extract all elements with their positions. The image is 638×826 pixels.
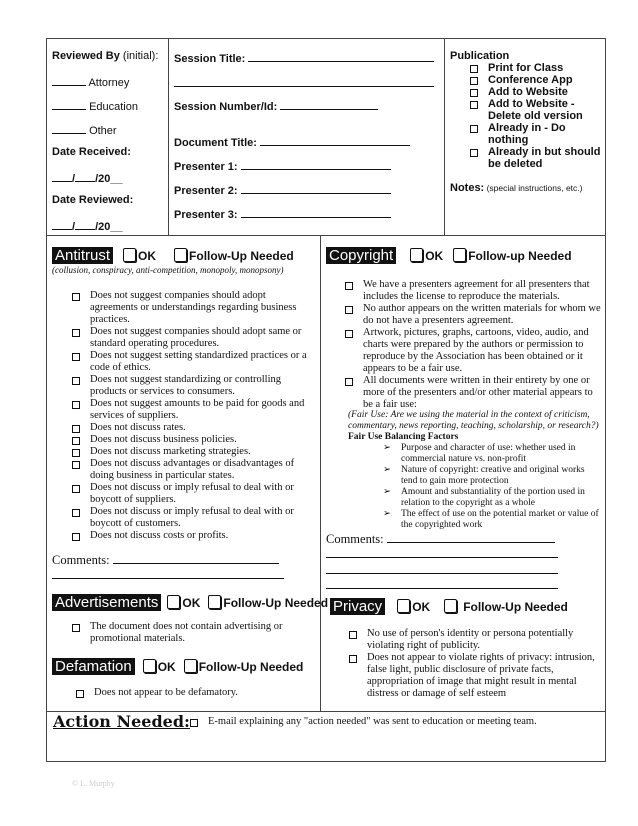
arrow-bullet-icon: ➢ — [383, 443, 391, 453]
session-title-field[interactable]: Session Title: — [174, 50, 434, 65]
privacy-item[interactable]: Does not appear to violate rights of privacy: intrusion, false light, public disclosure of private facts, appropriation of image that might result in mental distress or damage of self esteem — [349, 652, 601, 700]
antitrust-item[interactable]: Does not suggest setting standardized practices or a code of ethics. — [72, 350, 310, 374]
copyright-item[interactable]: All documents were written in their entirety by one or more of the presenters and/or other material appears to be a fair use: — [345, 375, 603, 411]
divider — [168, 38, 169, 235]
privacy-item[interactable]: No use of person's identity or persona potentially violating right of publicity. — [349, 628, 601, 652]
antitrust-item[interactable]: Does not discuss or imply refusal to deal with or boycott of customers. — [72, 506, 310, 530]
date-received-field[interactable]: / /20__ — [52, 170, 123, 185]
privacy-title: Privacy — [330, 598, 385, 615]
antitrust-followup-checkbox[interactable]: Follow-Up Needed — [174, 249, 294, 263]
date-reviewed-label: Date Reviewed: — [52, 194, 134, 206]
education-checkline[interactable]: Education — [52, 98, 138, 113]
antitrust-item[interactable]: Does not suggest companies should adopt same or standard operating procedures. — [72, 326, 310, 350]
arrow-bullet-icon: ➢ — [383, 465, 391, 475]
publication-options — [468, 62, 602, 170]
session-title-line2[interactable] — [174, 74, 434, 92]
pub-option-conference-app[interactable]: Conference App — [468, 74, 602, 86]
date-received-label: Date Received: — [52, 146, 131, 158]
publication-label: Publication — [450, 50, 510, 62]
antitrust-subtitle: (collusion, conspiracy, anti-competition, monopoly, monopsony) — [52, 265, 284, 275]
attorney-checkline[interactable]: Attorney — [52, 74, 129, 89]
antitrust-item[interactable]: Does not discuss or imply refusal to deal with or boycott of suppliers. — [72, 482, 310, 506]
copyright-followup-checkbox[interactable]: Follow-up Needed — [453, 249, 571, 263]
action-needed-item[interactable]: E-mail explaining any "action needed" was sent to education or meeting team. — [190, 716, 600, 728]
advertisements-ok-checkbox[interactable]: OK — [167, 596, 200, 610]
copyright-heading — [326, 247, 572, 265]
privacy-heading — [330, 598, 568, 616]
antitrust-item[interactable]: Does not suggest standardizing or controlling products or services to consumers. — [72, 374, 310, 398]
fair-use-factor: ➢ Purpose and character of use: whether used in commercial nature vs. non-profit — [383, 443, 576, 464]
copyright-item[interactable]: We have a presenters agreement for all presenters that includes the license to reproduce the materials. — [345, 279, 603, 303]
antitrust-item[interactable]: Does not discuss costs or profits. — [72, 530, 310, 542]
pub-option-print[interactable]: Print for Class — [468, 62, 602, 74]
reviewed-by-label: Reviewed By (initial): — [52, 50, 159, 62]
pub-option-delete[interactable]: Already in but should be deleted — [468, 146, 602, 170]
advertisements-item[interactable]: The document does not contain advertising or promotional materials. — [72, 621, 310, 645]
presenter3-field[interactable]: Presenter 3: — [174, 206, 391, 221]
divider — [320, 235, 321, 711]
copyright-ok-checkbox[interactable]: OK — [410, 249, 443, 263]
pub-option-add-website[interactable]: Add to Website — [468, 86, 602, 98]
fair-use-factor: ➢ Amount and substantiality of the portion used in relation to the copyright as a whole — [383, 487, 585, 508]
copyright-item[interactable]: Artwork, pictures, graphs, cartoons, video, audio, and charts were prepared by the authors or permission to reproduce by the Association has been obtained or it appears to be a fair use. — [345, 327, 603, 375]
session-number-field[interactable]: Session Number/Id: — [174, 98, 378, 113]
advertisements-title: Advertisements — [52, 594, 161, 611]
antitrust-item[interactable]: Does not discuss rates. — [72, 422, 310, 434]
antitrust-item[interactable]: Does not suggest amounts to be paid for goods and services of suppliers. — [72, 398, 310, 422]
presenter1-field[interactable]: Presenter 1: — [174, 158, 391, 173]
action-needed-title: Action Needed: — [53, 712, 190, 731]
antitrust-title: Antitrust — [52, 247, 113, 264]
fair-use-note: (Fair Use: Are we using the material in the context of criticism, commentary, news reporting, teaching, scholarship, or research?) — [348, 410, 599, 431]
fair-use-factor: ➢ Nature of copyright: creative and original works tend to gain more protection — [383, 465, 585, 486]
defamation-title: Defamation — [52, 658, 135, 675]
copyright-item[interactable]: No author appears on the written materials for whom we do not have a presenters agreement. — [345, 303, 603, 327]
antitrust-comments-field[interactable]: Comments: — [52, 551, 279, 568]
copyright-comments-field[interactable]: Comments: — [326, 530, 555, 547]
divider — [444, 38, 445, 235]
arrow-bullet-icon: ➢ — [383, 487, 391, 497]
antitrust-heading — [52, 247, 294, 265]
antitrust-item[interactable]: Does not suggest companies should adopt agreements or understandings regarding business practices. — [72, 290, 310, 326]
privacy-ok-checkbox[interactable]: OK — [397, 600, 430, 614]
notes-label: Notes: (special instructions, etc.) — [450, 182, 583, 194]
presenter2-field[interactable]: Presenter 2: — [174, 182, 391, 197]
advertisements-followup-checkbox[interactable]: Follow-Up Needed — [208, 596, 328, 610]
document-title-field[interactable]: Document Title: — [174, 134, 410, 149]
antitrust-item[interactable]: Does not discuss business policies. — [72, 434, 310, 446]
fair-use-factors-title: Fair Use Balancing Factors — [348, 432, 459, 442]
defamation-followup-checkbox[interactable]: Follow-Up Needed — [184, 660, 304, 674]
defamation-heading — [52, 658, 303, 676]
copyright-comments-line4[interactable] — [326, 576, 558, 594]
advertisements-heading — [52, 594, 328, 612]
privacy-followup-checkbox[interactable]: Follow-Up Needed — [444, 600, 568, 614]
antitrust-item[interactable]: Does not discuss marketing strategies. — [72, 446, 310, 458]
antitrust-comments-line2[interactable] — [52, 566, 284, 584]
date-reviewed-field[interactable]: / /20__ — [52, 218, 123, 233]
watermark: © L. Murphy — [72, 779, 115, 788]
defamation-item[interactable]: Does not appear to be defamatory. — [76, 687, 312, 699]
pub-option-already-in[interactable]: Already in - Do nothing — [468, 122, 602, 146]
copyright-title: Copyright — [326, 247, 396, 264]
defamation-ok-checkbox[interactable]: OK — [143, 660, 176, 674]
antitrust-ok-checkbox[interactable]: OK — [123, 249, 156, 263]
fair-use-factor: ➢ The effect of use on the potential market or value of the copyrighted work — [383, 509, 599, 530]
antitrust-item[interactable]: Does not discuss advantages or disadvantages of doing business in particular states. — [72, 458, 310, 482]
divider — [46, 235, 606, 236]
pub-option-add-website-delete[interactable]: Add to Website - Delete old version — [468, 98, 602, 122]
arrow-bullet-icon: ➢ — [383, 509, 391, 519]
other-checkline[interactable]: Other — [52, 122, 117, 137]
